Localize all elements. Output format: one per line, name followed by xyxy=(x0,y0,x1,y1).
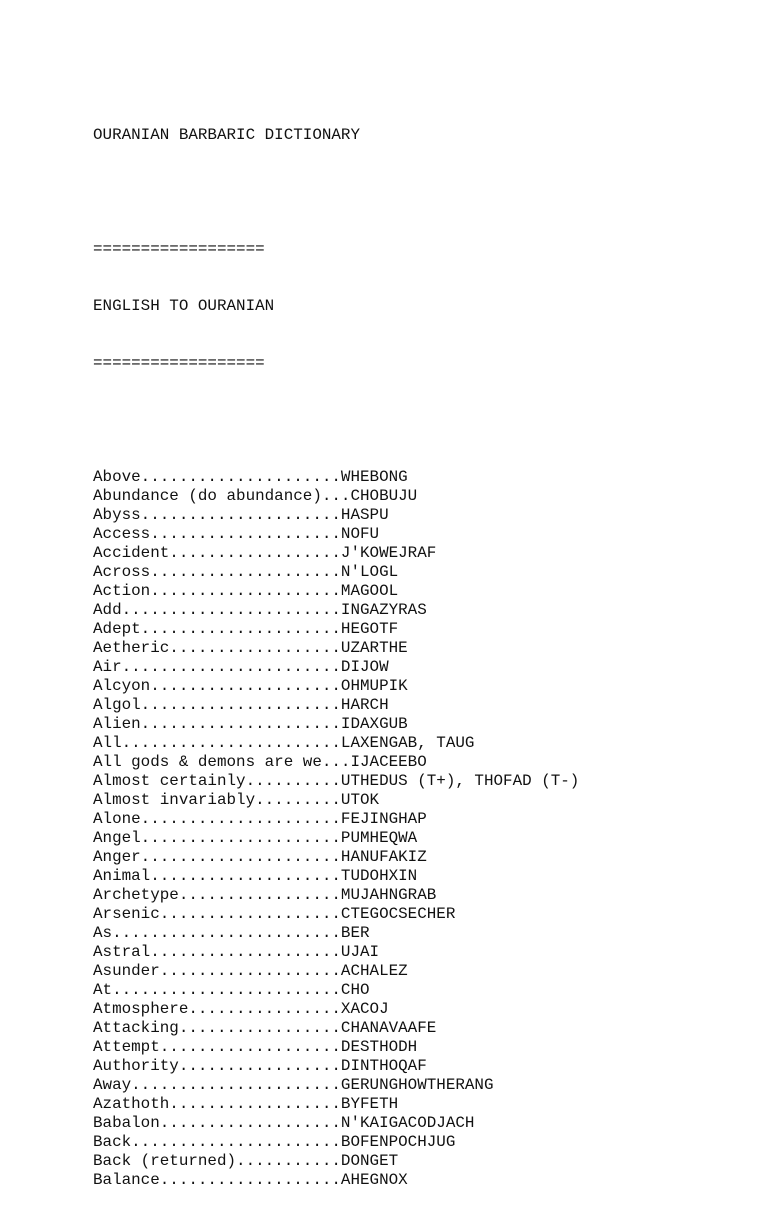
dictionary-entry: Access....................NOFU xyxy=(93,525,380,543)
dictionary-entry: Accident..................J'KOWEJRAF xyxy=(93,544,437,562)
dictionary-entry: Back......................BOFENPOCHJUG xyxy=(93,1133,456,1151)
blank-line xyxy=(93,183,743,202)
dictionary-entry: Astral....................UJAI xyxy=(93,943,380,961)
dictionary-entry: Attempt...................DESTHODH xyxy=(93,1038,418,1056)
document-title: OURANIAN BARBARIC DICTIONARY xyxy=(93,126,361,144)
dictionary-entry: Above.....................WHEBONG xyxy=(93,468,408,486)
dictionary-entry: Azathoth..................BYFETH xyxy=(93,1095,399,1113)
dictionary-entry: All gods & demons are we...IJACEEBO xyxy=(93,753,427,771)
dictionary-page xyxy=(93,88,743,1209)
dictionary-entry: Almost certainly..........UTHEDUS (T+), THOFAD (T-) xyxy=(93,772,580,790)
dictionary-entry: As........................BER xyxy=(93,924,370,942)
dictionary-entry-list xyxy=(93,468,743,1190)
dictionary-entry: Atmosphere................XACOJ xyxy=(93,1000,389,1018)
dictionary-entry: Alone.....................FEJINGHAP xyxy=(93,810,427,828)
dictionary-entry: Across....................N'LOGL xyxy=(93,563,399,581)
dictionary-entry: Back (returned)...........DONGET xyxy=(93,1152,399,1170)
dictionary-entry: Adept.....................HEGOTF xyxy=(93,620,399,638)
dictionary-entry: Away......................GERUNGHOWTHERANG xyxy=(93,1076,494,1094)
dictionary-entry: Angel.....................PUMHEQWA xyxy=(93,829,418,847)
dictionary-entry: Algol.....................HARCH xyxy=(93,696,389,714)
dictionary-entry: Archetype.................MUJAHNGRAB xyxy=(93,886,437,904)
dictionary-entry: Abundance (do abundance)...CHOBUJU xyxy=(93,487,418,505)
dictionary-entry: Aetheric..................UZARTHE xyxy=(93,639,408,657)
dictionary-entry: At........................CHO xyxy=(93,981,370,999)
blank-line xyxy=(93,411,743,430)
section-heading: ENGLISH TO OURANIAN xyxy=(93,297,275,315)
dictionary-entry: Almost invariably.........UTOK xyxy=(93,791,380,809)
dictionary-entry: Babalon...................N'KAIGACODJACH xyxy=(93,1114,475,1132)
dictionary-entry: Action....................MAGOOL xyxy=(93,582,399,600)
dictionary-entry: Balance...................AHEGNOX xyxy=(93,1171,408,1189)
dictionary-entry: Alcyon....................OHMUPIK xyxy=(93,677,408,695)
dictionary-entry: Arsenic...................CTEGOCSECHER xyxy=(93,905,456,923)
section-rule-bottom: ================== xyxy=(93,354,265,372)
dictionary-entry: All.......................LAXENGAB, TAUG xyxy=(93,734,475,752)
dictionary-entry: Animal....................TUDOHXIN xyxy=(93,867,418,885)
dictionary-entry: Add.......................INGAZYRAS xyxy=(93,601,427,619)
dictionary-entry: Alien.....................IDAXGUB xyxy=(93,715,408,733)
dictionary-entry: Asunder...................ACHALEZ xyxy=(93,962,408,980)
dictionary-entry: Abyss.....................HASPU xyxy=(93,506,389,524)
dictionary-entry: Authority.................DINTHOQAF xyxy=(93,1057,427,1075)
dictionary-entry: Attacking.................CHANAVAAFE xyxy=(93,1019,437,1037)
dictionary-entry: Anger.....................HANUFAKIZ xyxy=(93,848,427,866)
dictionary-entry: Air.......................DIJOW xyxy=(93,658,389,676)
section-rule-top: ================== xyxy=(93,240,265,258)
